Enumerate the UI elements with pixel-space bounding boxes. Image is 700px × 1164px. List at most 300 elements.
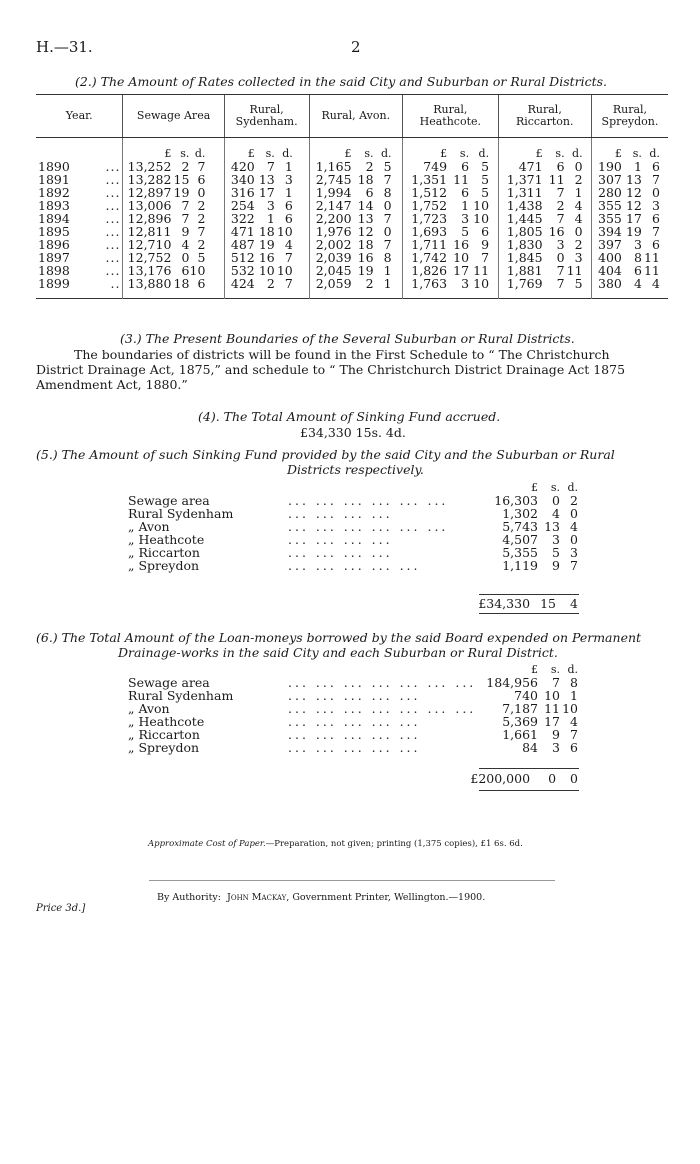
- amount-pounds: 13,282: [127, 172, 172, 187]
- sinking-fund-list: [128, 481, 578, 572]
- amount-shillings: 9: [181, 224, 190, 239]
- district-name: „ Spreydon: [128, 740, 200, 755]
- amount-shillings: 10: [258, 263, 275, 278]
- amount-shillings: 17: [544, 714, 560, 729]
- total-pounds: £34,330: [478, 596, 531, 611]
- amount-pence: 11: [643, 250, 660, 265]
- amount-cell: [224, 138, 309, 161]
- amount-pence: 0: [574, 224, 583, 239]
- fund-row: [128, 741, 578, 754]
- amount-shillings: 11: [548, 172, 565, 187]
- amount-pence: 0: [651, 185, 660, 200]
- amount-pence: 5: [481, 185, 490, 200]
- leader-dots: ...: [105, 211, 121, 226]
- amount-pence: 7: [570, 558, 578, 573]
- amount-pence: 6: [651, 237, 660, 252]
- amount-pounds: 1,445: [506, 211, 543, 226]
- amount-shillings: 14: [357, 198, 374, 213]
- amount-pounds: 316: [230, 185, 255, 200]
- amount-shillings: 4: [181, 237, 190, 252]
- amount-pounds: 184,956: [486, 675, 538, 690]
- amount-pounds: 13,252: [127, 159, 172, 174]
- unit-pounds: £: [531, 663, 538, 676]
- amount-shillings: 13: [357, 211, 374, 226]
- amount-pence: 11: [566, 263, 583, 278]
- year-cell: 1899: [38, 276, 70, 291]
- amount-pence: 1: [574, 185, 583, 200]
- amount-shillings: 16: [258, 250, 275, 265]
- leader-dots: ... ... ... ... ... ...: [288, 519, 449, 534]
- amount-shillings: 2: [365, 276, 374, 291]
- leader-dots: ... ... ... ...: [288, 506, 393, 521]
- amount-pounds: 471: [230, 224, 255, 239]
- amount-pounds: 84: [522, 740, 538, 755]
- amount-pounds: £: [535, 147, 543, 160]
- amount-pounds: 1,351: [411, 172, 448, 187]
- district-name: „ Spreydon: [128, 558, 200, 573]
- section-3-body-line: District Drainage Act, 1875,” and schedule to “ The Christchurch District Drainage Act 1875: [36, 362, 626, 377]
- amount-pence: 2: [570, 493, 578, 508]
- amount-shillings: 3: [461, 276, 470, 291]
- district-name: Sewage area: [128, 493, 210, 508]
- authority-suffix: , Government Printer, Wellington.—1900.: [286, 892, 486, 903]
- amount-pounds: 1,826: [411, 263, 448, 278]
- district-name: „ Avon: [128, 519, 170, 534]
- amount-pence: 4: [570, 714, 578, 729]
- year-cell: 1895: [38, 224, 70, 239]
- amount-pounds: 12,896: [127, 211, 172, 226]
- amount-pence: 7: [383, 172, 392, 187]
- amount-pence: 4: [651, 276, 660, 291]
- amount-shillings: 18: [173, 276, 190, 291]
- leader-dots: ...: [105, 224, 121, 239]
- amount-shillings: 6: [181, 263, 190, 278]
- amount-shillings: 17: [258, 185, 275, 200]
- amount-pence: 7: [284, 276, 293, 291]
- amount-pence: 0: [383, 224, 392, 239]
- total-rule: [479, 790, 579, 791]
- amount-shillings: 7: [181, 211, 190, 226]
- amount-pounds: 12,811: [127, 224, 172, 239]
- amount-shillings: 12: [625, 198, 642, 213]
- amount-pence: 7: [651, 224, 660, 239]
- section-3-body-line: Amendment Act, 1880.”: [36, 377, 188, 392]
- amount-pounds: 424: [230, 276, 255, 291]
- amount-pence: 0: [197, 185, 206, 200]
- amount-pounds: £: [164, 147, 172, 160]
- amount-pounds: 12,710: [127, 237, 172, 252]
- amount-shillings: 6: [633, 263, 642, 278]
- leader-dots: ... ... ... ... ... ... ...: [288, 675, 477, 690]
- amount-pence: 3: [570, 545, 578, 560]
- footer-rule: [149, 880, 555, 881]
- column-header: Rural, Sydenham.: [224, 95, 309, 138]
- year-cell: 1891: [38, 172, 70, 187]
- units-spacer: [36, 138, 123, 161]
- amount-shillings: 0: [552, 493, 560, 508]
- district-name: „ Riccarton: [128, 727, 200, 742]
- district-name: „ Heathcote: [128, 714, 205, 729]
- amount-pence: 7: [197, 159, 206, 174]
- unit-pounds: £: [531, 481, 538, 494]
- amount-pounds: 13,880: [127, 276, 172, 291]
- year-cell: 1894: [38, 211, 70, 226]
- amount-shillings: 7: [556, 211, 565, 226]
- amount-pounds: 2,059: [315, 276, 352, 291]
- district-name: „ Avon: [128, 701, 170, 716]
- amount-pence: 7: [651, 172, 660, 187]
- amount-pounds: 404: [598, 263, 622, 278]
- year-cell: 1893: [38, 198, 70, 213]
- amount-pounds: 1,742: [411, 250, 448, 265]
- amount-pounds: 254: [230, 198, 255, 213]
- amount-pounds: 12,897: [127, 185, 172, 200]
- leader-dots: ... ... ... ... ...: [288, 714, 421, 729]
- amount-pence: 11: [643, 263, 660, 278]
- amount-pounds: 5,743: [502, 519, 538, 534]
- amount-pounds: 5,369: [502, 714, 538, 729]
- amount-pounds: 1,302: [502, 506, 538, 521]
- year-cell: 1890: [38, 159, 70, 174]
- leader-dots: ... ... ... ...: [288, 532, 393, 547]
- amount-pounds: 16,303: [494, 493, 538, 508]
- amount-shillings: 13: [625, 172, 642, 187]
- amount-shillings: 2: [266, 276, 275, 291]
- amount-shillings: 17: [625, 211, 642, 226]
- amount-shillings: 7: [556, 263, 565, 278]
- amount-pounds: 2,039: [315, 250, 352, 265]
- total-pounds: £200,000: [470, 771, 531, 786]
- total-rule: [479, 594, 579, 595]
- amount-pounds: 1,119: [502, 558, 538, 573]
- loan-moneys-total-row: [128, 772, 578, 785]
- amount-shillings: 3: [556, 237, 565, 252]
- amount-pence: 1: [383, 263, 392, 278]
- amount-pounds: 1,976: [315, 224, 352, 239]
- leader-dots: ... ... ... ... ... ... ...: [288, 701, 477, 716]
- amount-pounds: 1,711: [411, 237, 448, 252]
- amount-pounds: 2,045: [315, 263, 352, 278]
- district-name: „ Riccarton: [128, 545, 200, 560]
- amount-pounds: 1,512: [411, 185, 448, 200]
- amount-shillings: 18: [357, 237, 374, 252]
- amount-shillings: 10: [544, 688, 560, 703]
- leader-dots: ..: [110, 276, 121, 291]
- amount-shillings: 5: [461, 224, 470, 239]
- amount-shillings: 13: [258, 172, 275, 187]
- amount-pence: 0: [570, 506, 578, 521]
- leader-dots: ...: [105, 159, 121, 174]
- amount-pence: d.: [282, 147, 293, 160]
- year-cell: 1898: [38, 263, 70, 278]
- amount-cell: [591, 138, 668, 161]
- amount-pence: 10: [473, 198, 490, 213]
- amount-pounds: 4,507: [502, 532, 538, 547]
- amount-pounds: 1,994: [315, 185, 352, 200]
- amount-pounds: 12,752: [127, 250, 172, 265]
- amount-pence: 6: [197, 172, 206, 187]
- unit-pence: d.: [567, 663, 578, 676]
- amount-shillings: 7: [181, 198, 190, 213]
- amount-pence: 8: [383, 185, 392, 200]
- amount-pounds: £: [614, 147, 622, 160]
- column-header: Rural, Heathcote.: [403, 95, 499, 138]
- amount-pence: 10: [473, 211, 490, 226]
- amount-shillings: 16: [453, 237, 470, 252]
- amount-pence: d.: [194, 147, 206, 160]
- rates-table-header: [36, 95, 668, 138]
- amount-pence: 0: [383, 198, 392, 213]
- cost-text: —Preparation, not given; printing (1,375 copies), £1 6s. 6d.: [265, 839, 523, 849]
- amount-shillings: 7: [552, 675, 560, 690]
- amount-pence: 6: [284, 198, 293, 213]
- amount-pence: 6: [284, 211, 293, 226]
- amount-pounds: 1,165: [315, 159, 352, 174]
- amount-shillings: 16: [357, 250, 374, 265]
- section-4-title: (4). The Total Amount of Sinking Fund accrued.: [198, 409, 501, 424]
- leader-dots: ... ... ... ...: [288, 545, 393, 560]
- amount-shillings: 12: [625, 185, 642, 200]
- amount-pence: 5: [197, 250, 206, 265]
- district-name: Rural Sydenham: [128, 506, 234, 521]
- page-number: 2: [351, 38, 361, 56]
- amount-cell: [309, 138, 403, 161]
- amount-pounds: 512: [230, 250, 255, 265]
- amount-pounds: 394: [598, 224, 622, 239]
- amount-shillings: 3: [552, 740, 560, 755]
- amount-pence: d.: [478, 147, 490, 160]
- amount-pounds: 355: [598, 211, 622, 226]
- amount-pence: d.: [380, 147, 392, 160]
- amount-pounds: 1,693: [411, 224, 448, 239]
- amount-shillings: 3: [266, 198, 275, 213]
- leader-dots: ... ... ... ... ...: [288, 740, 421, 755]
- amount-pounds: 1,752: [411, 198, 448, 213]
- amount-pence: 4: [574, 211, 583, 226]
- amount-pence: 0: [570, 532, 578, 547]
- amount-shillings: 11: [453, 172, 470, 187]
- amount-shillings: s.: [555, 147, 565, 160]
- amount-shillings: 6: [461, 159, 470, 174]
- amount-pence: 4: [570, 519, 578, 534]
- unit-pence: d.: [567, 481, 578, 494]
- amount-pounds: 471: [518, 159, 543, 174]
- amount-pounds: 1,845: [506, 250, 543, 265]
- amount-shillings: 7: [556, 276, 565, 291]
- printer-name: John Mackay: [227, 892, 287, 903]
- amount-pence: 1: [284, 159, 293, 174]
- amount-shillings: 9: [552, 558, 560, 573]
- amount-shillings: 3: [461, 211, 470, 226]
- amount-pounds: 322: [230, 211, 255, 226]
- amount-shillings: 7: [266, 159, 275, 174]
- amount-pence: 7: [197, 224, 206, 239]
- section-6-title: Drainage-works in the said City and each Suburban or Rural District.: [118, 645, 558, 660]
- amount-pence: 10: [189, 263, 206, 278]
- amount-shillings: s.: [364, 147, 374, 160]
- section-3-title: (3.) The Present Boundaries of the Several Suburban or Rural Districts.: [120, 331, 575, 346]
- amount-pounds: 5,355: [502, 545, 538, 560]
- total-rule: [479, 613, 579, 614]
- amount-shillings: 1: [266, 211, 275, 226]
- amount-pounds: 380: [598, 276, 622, 291]
- amount-pounds: 1,881: [506, 263, 543, 278]
- amount-pounds: 400: [598, 250, 622, 265]
- amount-pence: 2: [197, 211, 206, 226]
- amount-shillings: 10: [453, 250, 470, 265]
- district-name: „ Heathcote: [128, 532, 205, 547]
- price-label: Price 3d.]: [36, 903, 86, 914]
- amount-pounds: £: [247, 147, 255, 160]
- amount-pounds: 13,176: [127, 263, 172, 278]
- amount-pence: 7: [284, 250, 293, 265]
- amount-shillings: 13: [544, 519, 560, 534]
- rates-row: [36, 277, 668, 299]
- amount-shillings: 4: [633, 276, 642, 291]
- total-pence: 0: [570, 771, 578, 786]
- amount-pence: 7: [481, 250, 490, 265]
- amount-shillings: 7: [556, 185, 565, 200]
- amount-cell: [123, 277, 224, 299]
- amount-pounds: 397: [598, 237, 622, 252]
- amount-pence: 1: [383, 276, 392, 291]
- district-name: Sewage area: [128, 675, 210, 690]
- amount-shillings: 5: [552, 545, 560, 560]
- section-5-title: Districts respectively.: [287, 462, 424, 477]
- section-3-body-line: The boundaries of districts will be found in the First Schedule to “ The Christchurch: [74, 347, 610, 362]
- amount-pounds: 13,006: [127, 198, 172, 213]
- district-name: Rural Sydenham: [128, 688, 234, 703]
- amount-pounds: 749: [423, 159, 448, 174]
- amount-shillings: 15: [173, 172, 190, 187]
- amount-pence: 7: [570, 727, 578, 742]
- amount-pence: 1: [284, 185, 293, 200]
- amount-shillings: s.: [180, 147, 190, 160]
- amount-pounds: 420: [230, 159, 255, 174]
- amount-pence: 3: [574, 250, 583, 265]
- amount-shillings: 2: [365, 159, 374, 174]
- leader-dots: ...: [105, 237, 121, 252]
- authority-prefix: By Authority:: [157, 892, 221, 903]
- unit-shillings: s.: [550, 663, 560, 676]
- amount-pence: d.: [649, 147, 660, 160]
- amount-shillings: s.: [632, 147, 642, 160]
- amount-pounds: 1,371: [506, 172, 543, 187]
- total-pence: 4: [570, 596, 578, 611]
- year-cell: 1897: [38, 250, 70, 265]
- amount-pounds: 307: [598, 172, 622, 187]
- amount-shillings: 1: [633, 159, 642, 174]
- document-reference: H.—31.: [36, 38, 93, 56]
- amount-shillings: 18: [357, 172, 374, 187]
- amount-pence: 11: [473, 263, 490, 278]
- amount-pounds: 1,805: [506, 224, 543, 239]
- amount-pence: 2: [574, 172, 583, 187]
- amount-pounds: 280: [598, 185, 622, 200]
- amount-pence: 6: [651, 159, 660, 174]
- amount-shillings: 19: [258, 237, 275, 252]
- printer-authority: [157, 892, 485, 903]
- amount-cell: [498, 138, 591, 161]
- leader-dots: ... ... ... ... ...: [288, 727, 421, 742]
- amount-pence: 5: [574, 276, 583, 291]
- amount-pence: 8: [570, 675, 578, 690]
- amount-pence: 3: [284, 172, 293, 187]
- amount-pounds: 190: [598, 159, 622, 174]
- amount-pence: 8: [383, 250, 392, 265]
- amount-shillings: 6: [461, 185, 470, 200]
- leader-dots: ... ... ... ... ...: [288, 558, 421, 573]
- total-shillings: 15: [540, 596, 557, 611]
- leader-dots: ... ... ... ... ... ...: [288, 493, 449, 508]
- amount-pence: 6: [197, 276, 206, 291]
- amount-cell: [123, 138, 224, 161]
- amount-cell: [403, 138, 499, 161]
- amount-shillings: 12: [357, 224, 374, 239]
- leader-dots: ...: [105, 263, 121, 278]
- total-rule: [479, 768, 579, 769]
- amount-pounds: 1,661: [502, 727, 538, 742]
- amount-cell: [498, 277, 591, 299]
- amount-pence: 4: [284, 237, 293, 252]
- amount-shillings: 19: [625, 224, 642, 239]
- amount-shillings: s.: [459, 147, 470, 160]
- leader-dots: ... ... ... ... ...: [288, 688, 421, 703]
- amount-shillings: 0: [181, 250, 190, 265]
- amount-shillings: 17: [453, 263, 470, 278]
- amount-pounds: 355: [598, 198, 622, 213]
- amount-shillings: 18: [258, 224, 275, 239]
- amount-shillings: 6: [556, 159, 565, 174]
- rates-table: [36, 94, 668, 299]
- rates-table-body: [36, 138, 668, 299]
- amount-pounds: £: [440, 147, 448, 160]
- amount-pence: 5: [383, 159, 392, 174]
- amount-pence: d.: [572, 147, 583, 160]
- amount-pence: 10: [276, 224, 293, 239]
- leader-dots: ...: [105, 185, 121, 200]
- amount-pence: 5: [481, 159, 490, 174]
- amount-pence: 2: [197, 198, 206, 213]
- amount-pence: 10: [562, 701, 578, 716]
- amount-pounds: 1,763: [411, 276, 448, 291]
- amount-pounds: 532: [230, 263, 255, 278]
- amount-pence: 0: [574, 159, 583, 174]
- leader-dots: ...: [105, 198, 121, 213]
- amount-cell: [591, 277, 668, 299]
- unit-shillings: s.: [550, 481, 560, 494]
- amount-pence: 7: [383, 211, 392, 226]
- loan-moneys-list: [128, 663, 578, 754]
- amount-pence: 6: [570, 740, 578, 755]
- amount-pence: 3: [651, 198, 660, 213]
- leader-dots: ...: [105, 172, 121, 187]
- amount-shillings: 1: [461, 198, 470, 213]
- amount-pounds: 1,723: [411, 211, 448, 226]
- amount-pounds: 7,187: [502, 701, 538, 716]
- amount-shillings: s.: [265, 147, 275, 160]
- amount-cell: [403, 277, 499, 299]
- amount-cell: [224, 277, 309, 299]
- amount-pounds: 1,311: [506, 185, 543, 200]
- amount-pence: 10: [276, 263, 293, 278]
- amount-shillings: 2: [556, 198, 565, 213]
- section-6-title: (6.) The Total Amount of the Loan-moneys borrowed by the said Board expended on Permanent: [36, 630, 642, 645]
- amount-pence: 6: [481, 224, 490, 239]
- amount-shillings: 3: [633, 237, 642, 252]
- amount-pence: 6: [651, 211, 660, 226]
- amount-pence: 10: [473, 276, 490, 291]
